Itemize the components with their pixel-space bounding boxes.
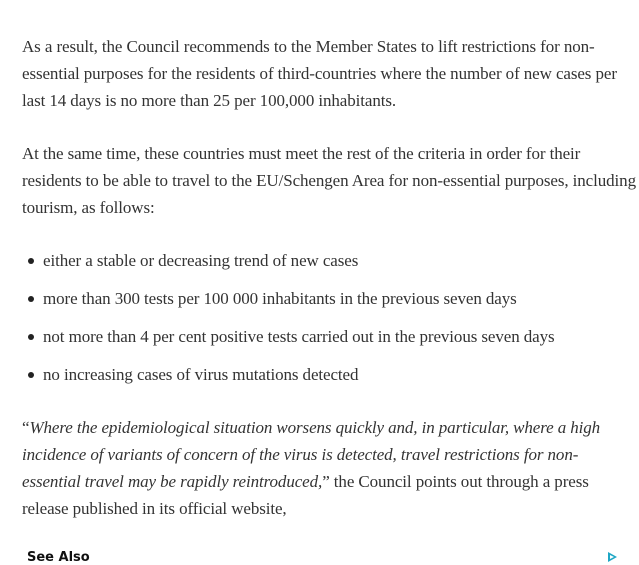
quote-close-mark: ” [322,472,330,491]
quote-open-mark: “ [22,418,30,437]
list-item-text: no increasing cases of virus mutations detected [43,365,359,384]
bullet-icon [28,372,34,378]
paragraph-criteria-intro: At the same time, these countries must meet the rest of the criteria in order for their residents to be able to travel to the EU/Schengen Area for non-essential purposes, including tourism, as follows: [22,144,636,217]
list-item [43,285,636,312]
adchoices-icon[interactable] [608,552,617,562]
bullet-icon [28,258,34,264]
bullet-icon [28,296,34,302]
bullet-icon [28,334,34,340]
list-item [43,361,636,388]
list-item-text: either a stable or decreasing trend of new cases [43,251,359,270]
quote-text: Where the epidemiological situation worsens quickly and, in particular, where a high incidence of variants of concern of the virus is detected, travel restrictions for non-essential travel may be rapidly reintroduced, [22,418,601,491]
list-item-text: more than 300 tests per 100 000 inhabitants in the previous seven days [43,289,517,308]
criteria-list [22,247,636,388]
paragraph-council-recommendation: As a result, the Council recommends to the Member States to lift restrictions for non-essential purposes for the residents of third-countries where the number of new cases per last 14 days is no more than 25 per 100,000 inhabitants. [22,37,617,110]
paragraph-quote [22,414,636,522]
quote-attribution: the Council points out through a press release published in its official website, [22,472,589,518]
list-item [43,323,636,350]
article-body [22,33,636,548]
see-also-heading: See Also [27,550,90,565]
list-item [43,247,636,274]
list-item-text: not more than 4 per cent positive tests carried out in the previous seven days [43,327,555,346]
